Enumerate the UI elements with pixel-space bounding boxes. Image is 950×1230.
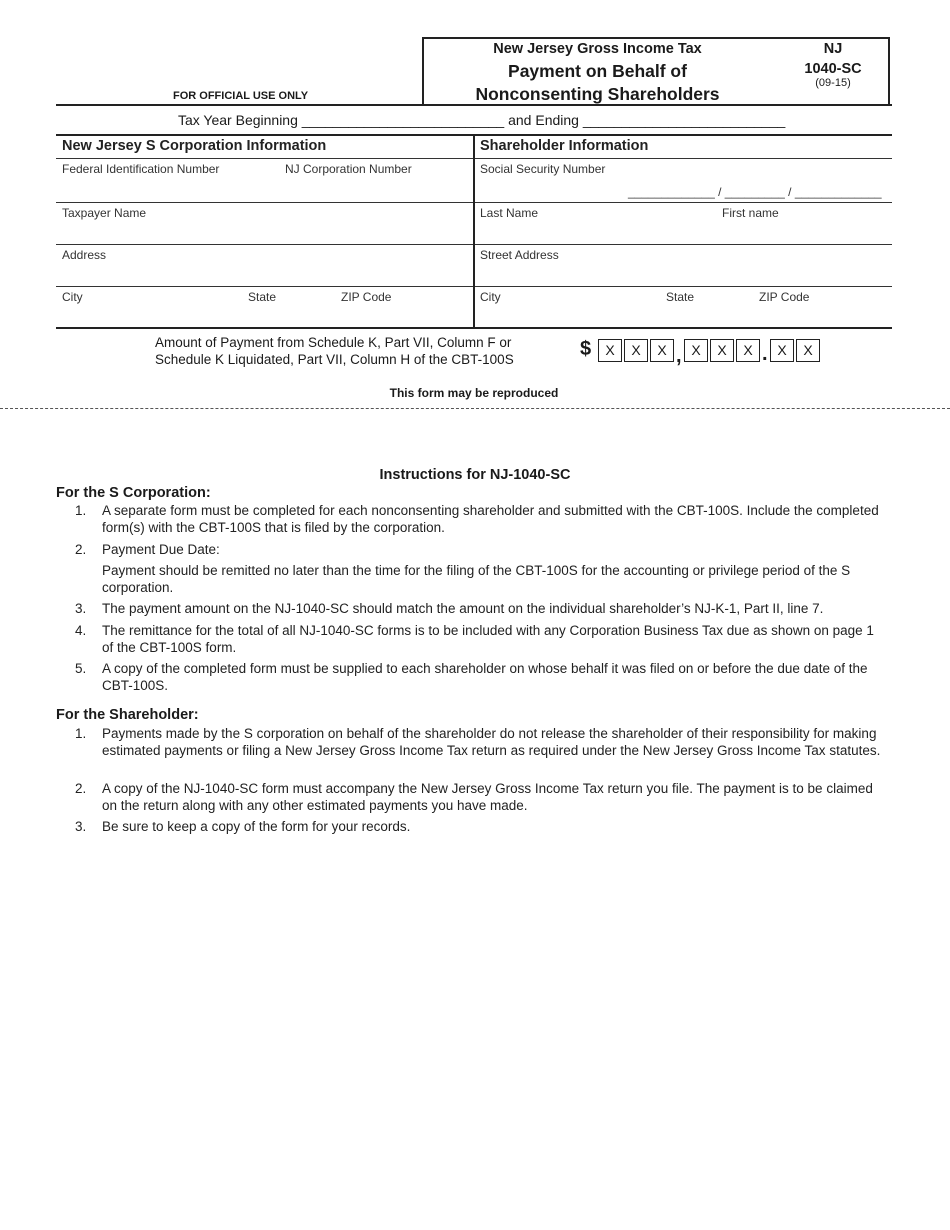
- last-name-label: Last Name: [480, 206, 539, 220]
- ssn-input[interactable]: _____________ / _________ / _____________: [628, 185, 882, 199]
- tax-year-beginning-label: Tax Year Beginning: [178, 112, 298, 128]
- corp-section-title: New Jersey S Corporation Information: [62, 138, 327, 154]
- tax-year-beginning-input[interactable]: __________________________: [301, 112, 505, 128]
- amount-cents-box[interactable]: X: [770, 339, 794, 362]
- corp-state-label: State: [248, 290, 277, 304]
- corp-instructions-heading: For the S Corporation:: [56, 485, 211, 501]
- first-name-label: First name: [722, 206, 779, 220]
- list-number: 4.: [75, 623, 87, 638]
- list-item: [0, 541, 950, 561]
- list-item: [0, 600, 950, 620]
- instructions-title: Instructions for NJ-1040-SC: [379, 467, 571, 483]
- decimal-point: .: [762, 343, 768, 365]
- amount-digit-box[interactable]: X: [650, 339, 674, 362]
- amount-cents-box[interactable]: X: [796, 339, 820, 362]
- list-number: 3.: [75, 819, 87, 834]
- payment-description-line1: Amount of Payment from Schedule K, Part VII, Column F or: [155, 335, 512, 350]
- list-item: [0, 725, 950, 780]
- amount-digit-box[interactable]: X: [684, 339, 708, 362]
- grid-center-divider: [473, 134, 475, 327]
- list-item: [0, 562, 950, 602]
- list-number: 1.: [75, 726, 87, 741]
- list-item: [0, 780, 950, 820]
- list-item: [0, 660, 950, 700]
- list-text: A copy of the NJ-1040-SC form must accompany the New Jersey Gross Income Tax return you file. The payment is to be claimed on the return along with any other estimated payments you have made.: [102, 781, 873, 813]
- form-revision: (09-15): [815, 77, 851, 89]
- list-text: The remittance for the total of all NJ-1040-SC forms is to be included with any Corporation Business Tax due as shown on page 1 of the CBT-100S form.: [102, 623, 874, 655]
- form-title-line2: Nonconsenting Shareholders: [475, 84, 720, 104]
- list-text: Be sure to keep a copy of the form for your records.: [102, 819, 411, 834]
- list-text: A separate form must be completed for each nonconsenting shareholder and submitted with the CBT-100S. Include the completed form(s) with the CBT-100S that is filed by the corporation.: [102, 503, 879, 535]
- grid-bottom-line: [56, 327, 892, 329]
- corp-zip-label: ZIP Code: [341, 290, 392, 304]
- list-text: Payments made by the S corporation on behalf of the shareholder do not release the shareholder of their responsibility for making estimated payments or filing a New Jersey Gross Income Tax return as required under the New Jersey Gross Income Tax statutes.: [102, 726, 881, 758]
- shareholder-section-title: Shareholder Information: [480, 138, 649, 154]
- list-text: A copy of the completed form must be supplied to each shareholder on whose behalf it was filed on or before the due date of the CBT-100S.: [102, 661, 868, 693]
- corp-address-label: Address: [62, 248, 107, 262]
- tax-line: New Jersey Gross Income Tax: [493, 41, 702, 57]
- amount-digit-box[interactable]: X: [624, 339, 648, 362]
- list-item: [0, 622, 950, 662]
- corp-city-label: City: [62, 290, 83, 304]
- shareholder-city-label: City: [480, 290, 501, 304]
- payment-description-line2: Schedule K Liquidated, Part VII, Column H of the CBT-100S: [155, 352, 514, 367]
- nj-corp-number-label: NJ Corporation Number: [285, 162, 412, 176]
- official-use-label: FOR OFFICIAL USE ONLY: [173, 90, 309, 102]
- list-number: 2.: [75, 781, 87, 796]
- form-title-line1: Payment on Behalf of: [508, 61, 687, 81]
- list-number: 2.: [75, 542, 87, 557]
- list-number: 5.: [75, 661, 87, 676]
- ssn-label: Social Security Number: [480, 162, 606, 176]
- shareholder-zip-label: ZIP Code: [759, 290, 810, 304]
- list-item: [0, 502, 950, 542]
- street-address-label: Street Address: [480, 248, 559, 262]
- dollar-sign: $: [580, 338, 592, 360]
- shareholder-instructions-heading: For the Shareholder:: [56, 707, 199, 723]
- amount-digit-box[interactable]: X: [710, 339, 734, 362]
- form-nj-label: NJ: [823, 41, 843, 57]
- shareholder-state-label: State: [666, 290, 695, 304]
- thousands-comma: ,: [676, 345, 682, 367]
- cut-line: [0, 408, 950, 409]
- tax-year-line: [178, 112, 785, 128]
- list-number: 1.: [75, 503, 87, 518]
- list-text: Payment should be remitted no later than the time for the filing of the CBT-100S for the accounting or privilege period of the S corporation.: [102, 563, 851, 595]
- taxpayer-name-label: Taxpayer Name: [62, 206, 147, 220]
- amount-digit-box[interactable]: X: [736, 339, 760, 362]
- reproduce-note: This form may be reproduced: [389, 386, 559, 400]
- list-number: 3.: [75, 601, 87, 616]
- tax-year-ending-input[interactable]: __________________________: [582, 112, 786, 128]
- tax-year-ending-label: and Ending: [508, 112, 579, 128]
- amount-digit-box[interactable]: X: [598, 339, 622, 362]
- list-item: [0, 818, 950, 838]
- form-number: 1040-SC: [804, 61, 862, 77]
- list-text: The payment amount on the NJ-1040-SC should match the amount on the individual shareholder’s NJ-K-1, Part II, line 7.: [102, 601, 824, 616]
- federal-id-label: Federal Identification Number: [62, 162, 220, 176]
- list-text: Payment Due Date:: [102, 542, 220, 557]
